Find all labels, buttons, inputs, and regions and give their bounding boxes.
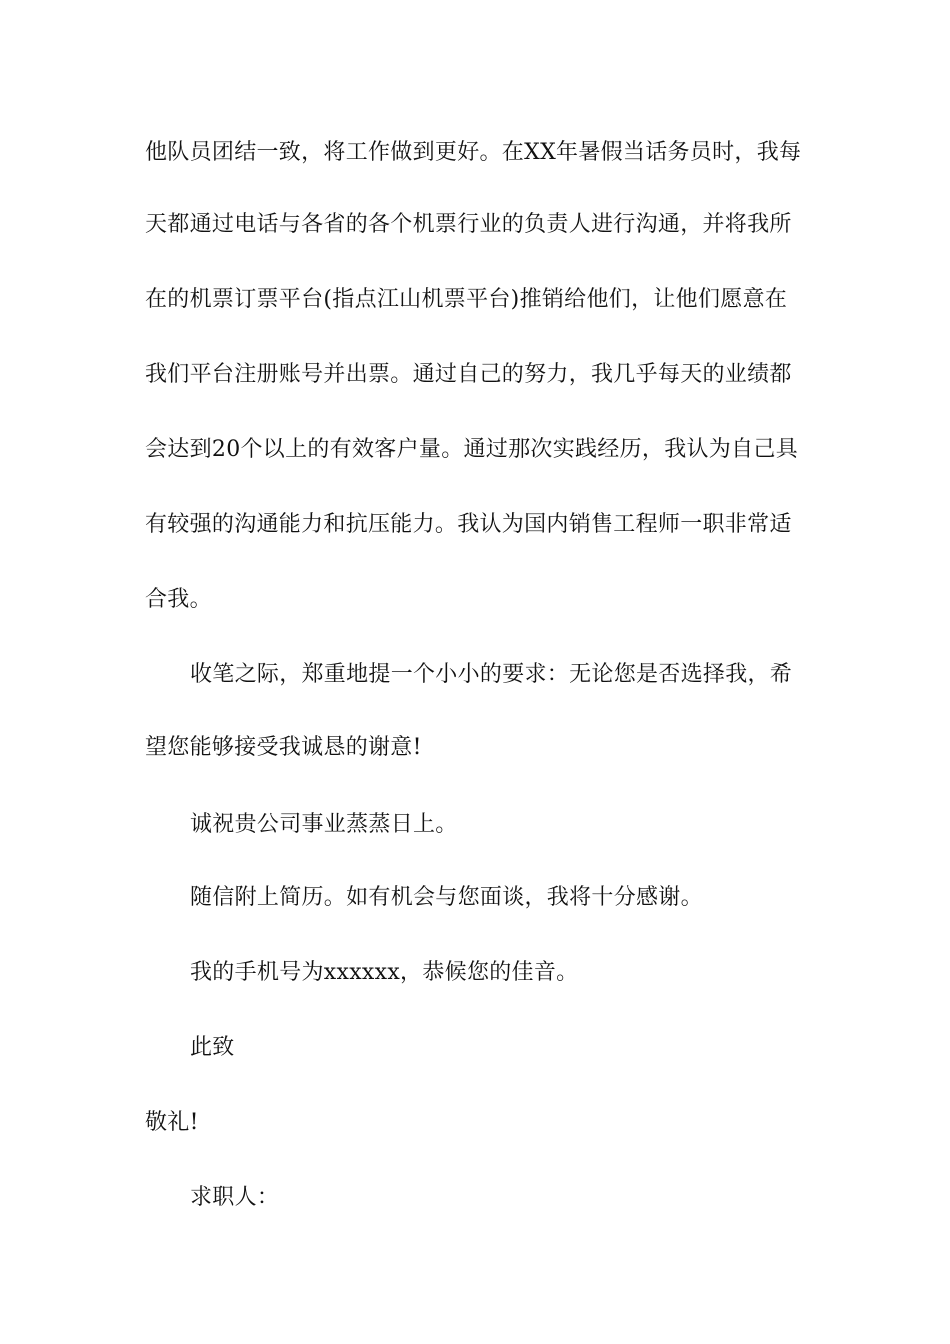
phone-line: 我的手机号为xxxxxx，恭候您的佳音。 [190,960,579,985]
wish-line: 诚祝贵公司事业蒸蒸日上。 [190,812,458,837]
salutation-line-2: 敬礼! [145,1110,199,1135]
body-line-1: 他队员团结一致，将工作做到更好。在XX年暑假当话务员时，我每 [145,140,802,165]
closing-request-line-1: 收笔之际，郑重地提一个小小的要求：无论您是否选择我，希 [190,662,793,687]
signature-line: 求职人： [190,1185,280,1210]
attachment-line: 随信附上简历。如有机会与您面谈，我将十分感谢。 [190,885,703,910]
closing-request-line-2: 望您能够接受我诚恳的谢意! [145,735,422,760]
body-line-3: 在的机票订票平台(指点江山机票平台)推销给他们，让他们愿意在 [145,287,788,312]
body-line-6: 有较强的沟通能力和抗压能力。我认为国内销售工程师一职非常适 [145,512,792,537]
body-line-7: 合我。 [145,587,212,612]
salutation-line-1: 此致 [190,1035,235,1060]
body-line-4: 我们平台注册账号并出票。通过自己的努力，我几乎每天的业绩都 [145,362,792,387]
body-line-2: 天都通过电话与各省的各个机票行业的负责人进行沟通，并将我所 [145,212,792,237]
body-line-5: 会达到20个以上的有效客户量。通过那次实践经历，我认为自己具 [145,437,798,462]
